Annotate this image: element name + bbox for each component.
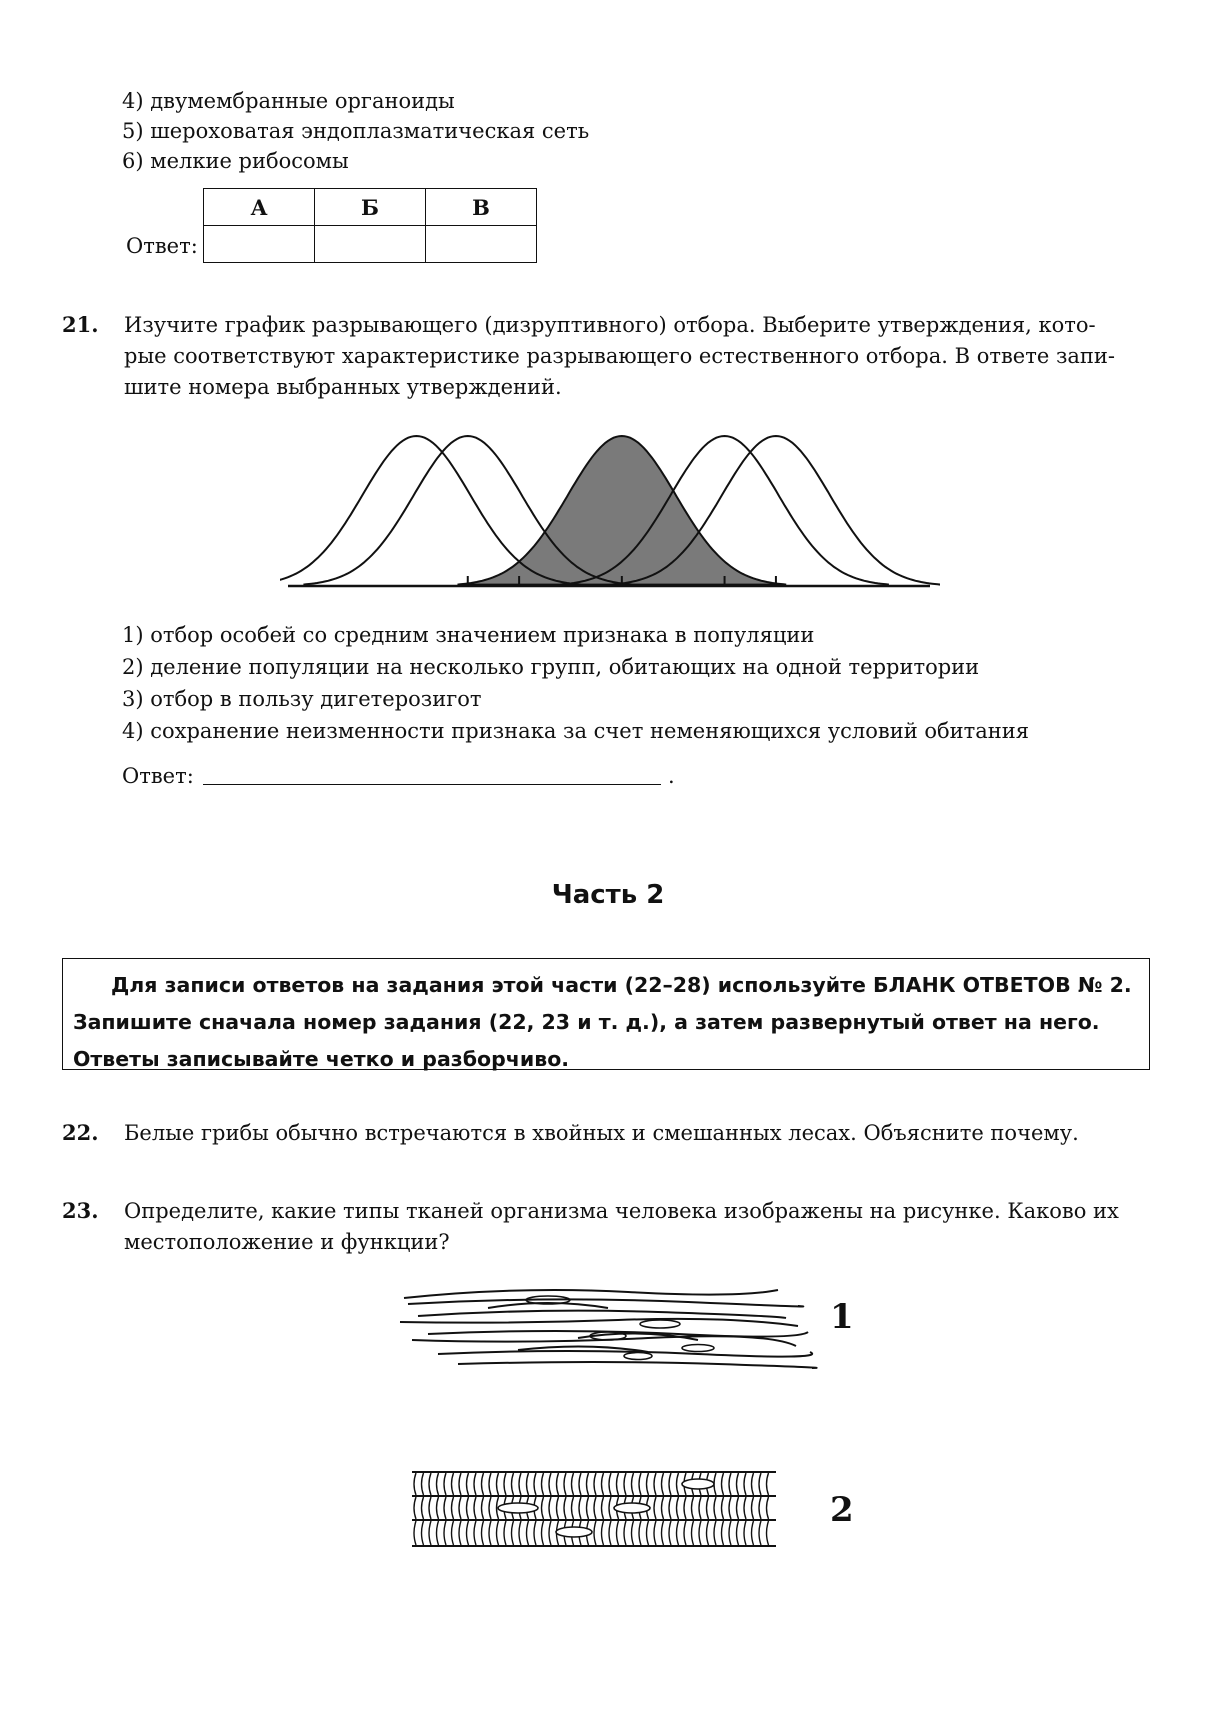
question-22-number: 22.: [62, 1120, 99, 1145]
instructions-line-1: Для записи ответов на задания этой части (22–28) используйте БЛАНК ОТВЕТОВ № 2.: [111, 973, 1132, 997]
answer-table-header-b: Б: [315, 189, 426, 226]
part-2-instructions-box: [62, 958, 1150, 1070]
question-21-number: 21.: [62, 312, 99, 337]
answer-cell-b[interactable]: [315, 226, 426, 263]
question-23-line-2: местоположение и функции?: [124, 1230, 450, 1254]
question-21-option-1: 1) отбор особей со средним значением признака в популяции: [122, 623, 815, 647]
question-21-answer-field[interactable]: [203, 784, 661, 785]
smooth-muscle-tissue-illustration: [398, 1278, 818, 1378]
answer-table-header-v: В: [426, 189, 537, 226]
disruptive-selection-chart: [280, 430, 940, 595]
question-23-number: 23.: [62, 1198, 99, 1223]
question-23-line-1: Определите, какие типы тканей организма человека изображены на рисунке. Каково их: [124, 1199, 1119, 1223]
question-21-option-2: 2) деление популяции на несколько групп, обитающих на одной территории: [122, 655, 980, 679]
figure-label-1: 1: [830, 1297, 854, 1337]
question-21-option-3: 3) отбор в пользу дигетерозигот: [122, 687, 482, 711]
question-21-line-1: Изучите график разрывающего (дизруптивного) отбора. Выберите утверждения, кото-: [124, 313, 1096, 337]
question-22-text: Белые грибы обычно встречаются в хвойных и смешанных лесах. Объясните почему.: [124, 1121, 1079, 1145]
prev-option-6: 6) мелкие рибосомы: [122, 149, 349, 173]
answer-cell-v[interactable]: [426, 226, 537, 263]
question-21-answer-label: Ответ:: [122, 764, 194, 788]
figure-label-2: 2: [830, 1490, 854, 1530]
prev-option-5: 5) шероховатая эндоплазматическая сеть: [122, 119, 590, 143]
answer-table-header-a: А: [204, 189, 315, 226]
prev-option-4: 4) двумембранные органоиды: [122, 89, 455, 113]
answer-table-label: Ответ:: [126, 234, 198, 258]
instructions-line-2: Запишите сначала номер задания (22, 23 и т. д.), а затем развернутый ответ на него.: [73, 1010, 1100, 1034]
question-21-line-3: шите номера выбранных утверждений.: [124, 375, 562, 399]
answer-table: [203, 188, 537, 263]
question-21-line-2: рые соответствуют характеристике разрывающего естественного отбора. В ответе запи-: [124, 344, 1116, 368]
instructions-line-3: Ответы записывайте четко и разборчиво.: [73, 1047, 570, 1071]
question-21-answer-period: .: [668, 764, 675, 788]
part-2-title: Часть 2: [551, 880, 665, 910]
striated-muscle-tissue-illustration: [408, 1466, 778, 1558]
answer-cell-a[interactable]: [204, 226, 315, 263]
question-21-option-4: 4) сохранение неизменности признака за счет неменяющихся условий обитания: [122, 719, 1030, 743]
